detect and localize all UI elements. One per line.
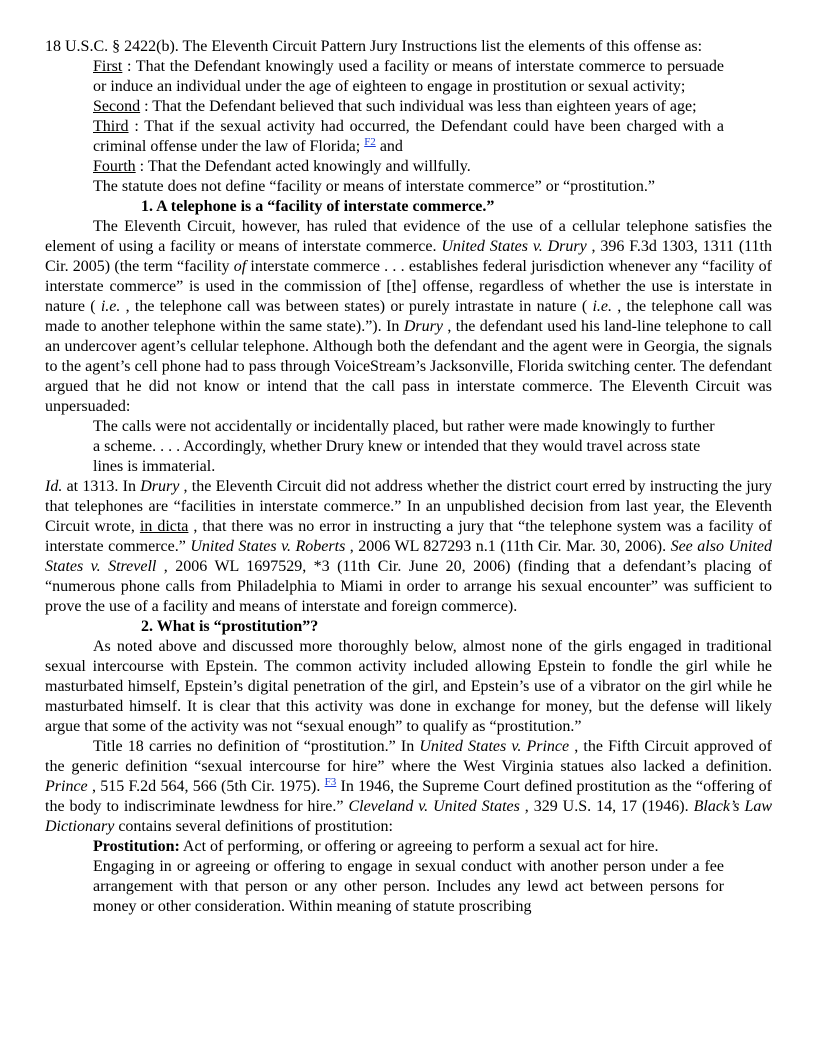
case-citation: Prince [45, 778, 88, 795]
drury-discussion-paragraph: Id. at 1313. In Drury , the Eleventh Circuit did not address whether the district court erred by instructing the jury that telephones are “facilities in interstate commerce.” In an unpublished decision from last year, the Eleventh Circuit wrote, in dicta , that there was no error in instructing a jury that “the telephone system was a facility of interstate commerce.” United States v. Roberts , 2006 WL 827293 n.1 (11th Cir. Mar. 30, 2006). See also United States v. Strevell , 2006 WL 1697529, *3 (11th Cir. June 20, 2006) (finding that a defendant’s placing of “numerous phone calls from Philadelphia to Miami in order to arrange his sexual encounter” was sufficient to prove the use of a facility and means of interstate and foreign commerce). [45, 478, 773, 615]
prostitution-definition-paragraph: Title 18 carries no definition of “prostitution.” In United States v. Prince , the Fifth Circuit approved of the generic definition “sexual intercourse for hire” where the West Virginia statues also lacked a definition. Prince , 515 F.2d 564, 566 (5th Cir. 1975). $^{F3}$ In 1946, the Supreme Court defined prostitution as the “offering of the body to indiscriminate lewdness for hire.” Cleveland v. United States , 329 U.S. 14, 17 (1946). Black’s Law Dictionary contains several definitions of prostitution: [45, 738, 773, 835]
section-heading-1: 1. A telephone is a “facility of interstate commerce.” [141, 198, 495, 215]
element-third [93, 117, 724, 157]
element-fourth [93, 157, 724, 177]
footnote-link-f2[interactable]: F2 [364, 136, 376, 148]
footnote-link-f3[interactable]: F3 [324, 776, 337, 788]
element-label: Fourth [93, 158, 136, 175]
telephone-paragraph: The Eleventh Circuit, however, has ruled that evidence of the use of a cellular telephone satisfies the element of using a facility or means of interstate commerce. United States v. Drury , 396 F.3d 1303, 1311 (11th Cir. 2005) (the term “facility of interstate commerce . . . establishes federal jurisdiction whenever any “facility of interstate commerce” is used in the commission of [the] offense, regardless of whether the use is interstate in nature ( i.e. , the telephone call was between states) or purely intrastate in nature ( i.e. , the telephone call was made to another telephone within the same state).”). In Drury , the defendant used his land-line telephone to call an undercover agent’s cellular telephone. Although both the defendant and the agent were in Georgia, the signals to the agent’s cell phone had to pass through VoiceStream’s Jacksonville, Florida switching center. The defendant argued that he did not know or intend that the call pass in interstate commerce. The Eleventh Circuit was unpersuaded: [45, 218, 773, 415]
prostitution-facts-paragraph: As noted above and discussed more thoroughly below, almost none of the girls engaged in traditional sexual intercourse with Epstein. The common activity included allowing Epstein to fondle the girl while he masturbated himself, Epstein’s digital penetration of the girl, and Epstein’s use of a vibrator on the girl while he masturbated himself. It is clear that this activity was done in exchange for money, but the defense will likely argue that some of the activity was not “sexual enough” to qualify as “prostitution.” [45, 638, 772, 735]
element-label: First [93, 58, 123, 75]
book-title: Black’s Law Dictionary [45, 798, 773, 835]
element-second [93, 97, 724, 117]
element-label: Second [93, 98, 141, 115]
case-citation: United States v. Roberts [190, 538, 346, 555]
case-citation: Drury [140, 478, 180, 495]
blacks-definition-quote: Prostitution: Act of performing, or offering or agreeing to perform a sexual act for hire. Engaging in or agreeing or offering to engage in sexual conduct with another person under a fee arrangement with that person or any other person. Includes any lewd act between persons for money or other consideration. Within meaning of statute proscribing [93, 838, 724, 915]
element-text: : That the Defendant believed that such individual was less than eighteen years of age; [140, 98, 697, 115]
definition-term: Prostitution: [93, 838, 180, 855]
element-label: Third [93, 118, 129, 135]
element-text: : That if the sexual activity had occurred, the Defendant could have been charged with a criminal offense under the law of Florida; [93, 118, 724, 155]
case-citation: United States v. Drury [441, 238, 587, 255]
statute-note: The statute does not define “facility or means of interstate commerce” or “prostitution.” [93, 178, 656, 195]
block-quote-drury: The calls were not accidentally or incidentally placed, but rather were made knowingly to further a scheme. . . . Accordingly, whether Drury knew or intended that they would travel across state lines is immaterial. [93, 418, 715, 475]
case-citation: United States v. Prince [419, 738, 570, 755]
case-citation: Cleveland v. United States [348, 798, 520, 815]
element-text: : That the Defendant acted knowingly and willfully. [135, 158, 471, 175]
element-tail: and [375, 138, 403, 155]
element-first [93, 57, 724, 97]
element-text: : That the Defendant knowingly used a facility or means of interstate commerce to persuade or induce an individual under the age of eighteen to engage in prostitution or sexual activity; [93, 58, 724, 95]
intro-paragraph: 18 U.S.C. § 2422(b). The Eleventh Circuit Pattern Jury Instructions list the elements of this offense as: [45, 38, 703, 55]
case-citation: See also United States v. Strevell [45, 538, 772, 575]
section-heading-2: 2. What is “prostitution”? [141, 618, 319, 635]
document-page [45, 37, 772, 917]
case-citation: Drury [403, 318, 443, 335]
